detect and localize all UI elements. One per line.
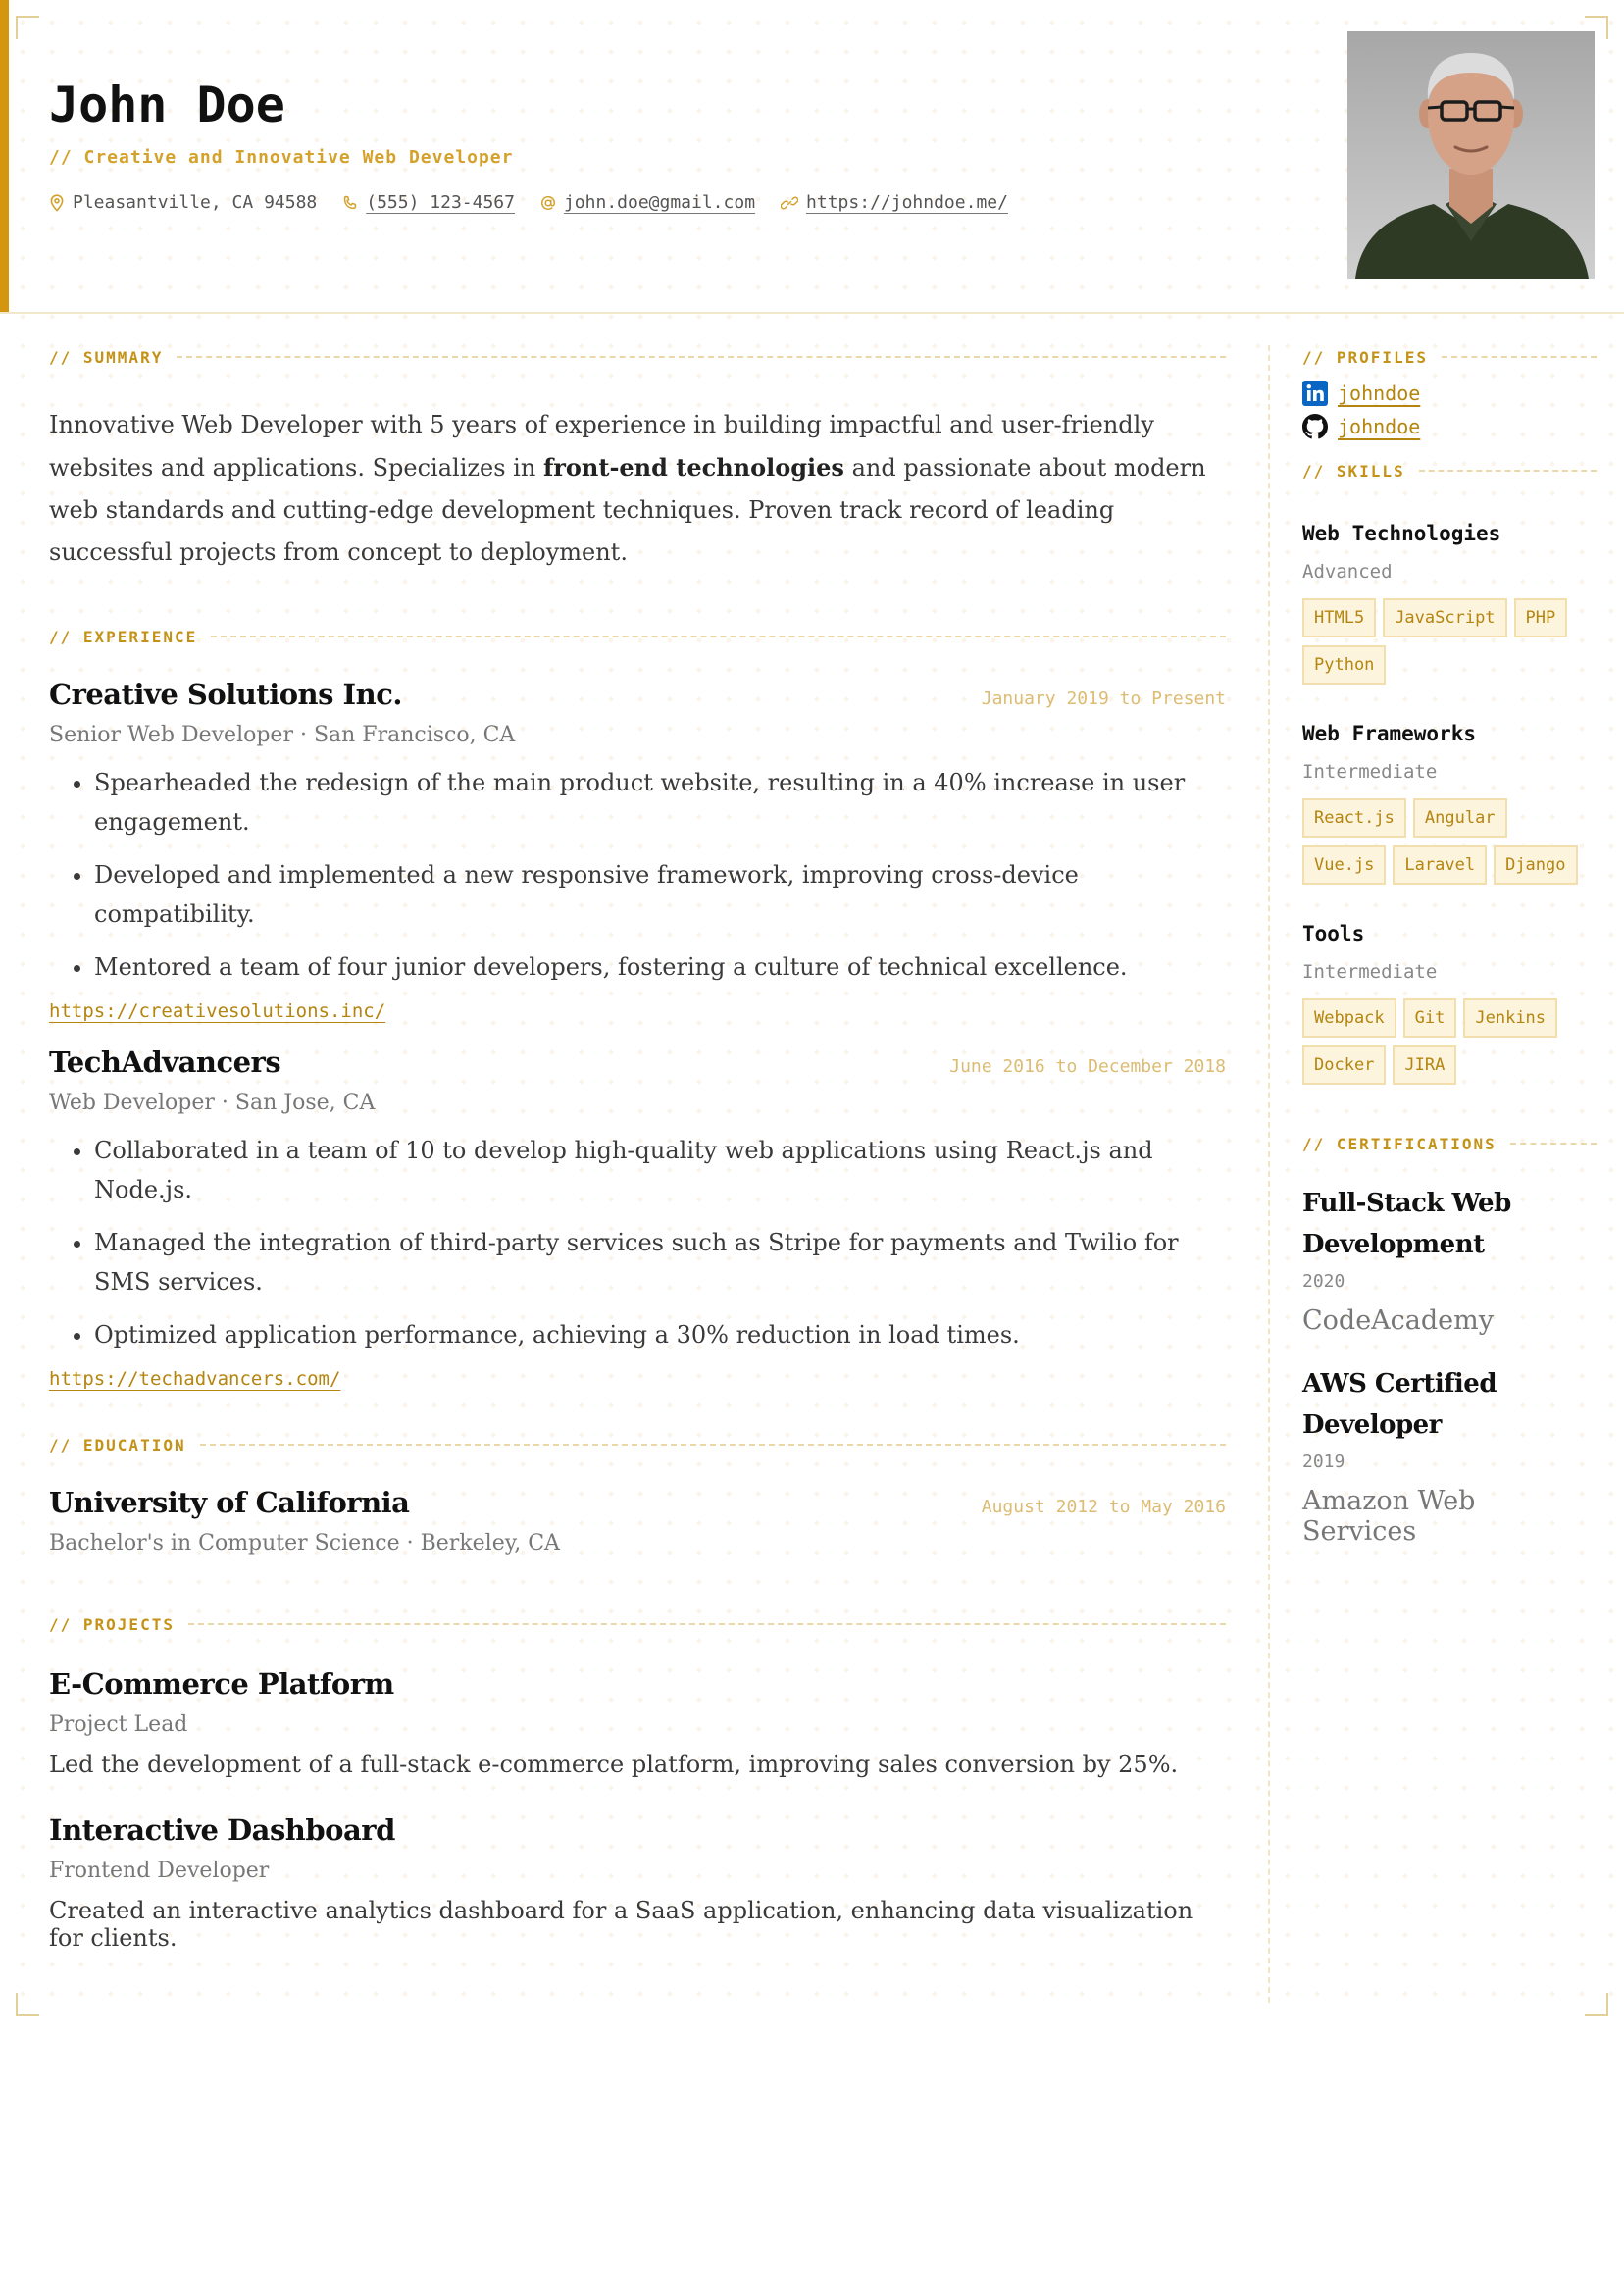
contact-phone[interactable] — [342, 192, 515, 213]
skill-tag: Django — [1494, 845, 1577, 885]
certification-name: Full-Stack Web Development — [1302, 1189, 1511, 1259]
summary-part-2: and passionate about modern web standards and cutting-edge development techniques. Proven track record of leading successful projects from concept to deployment. — [49, 454, 1206, 566]
summary-bold: front-end technologies — [542, 453, 844, 482]
project-entry — [49, 1667, 1226, 1778]
skill-level: Intermediate — [1302, 761, 1438, 783]
skill-name: Web Frameworks — [1302, 722, 1477, 745]
corner-mark-bottom-left — [16, 1993, 39, 2016]
skill-name: Tools — [1302, 922, 1365, 945]
contact-email[interactable] — [540, 192, 755, 213]
skill-tag: Laravel — [1393, 845, 1487, 885]
skill-level: Advanced — [1302, 561, 1393, 583]
certification-issuer: CodeAcademy — [1302, 1305, 1495, 1336]
skill-tag: Vue.js — [1302, 845, 1386, 885]
website-link[interactable]: https://johndoe.me/ — [806, 192, 1008, 213]
skill-tag: Angular — [1413, 798, 1507, 838]
experience-highlights — [49, 763, 1226, 987]
skill-tag: Jenkins — [1463, 998, 1557, 1038]
project-role: Frontend Developer — [49, 1859, 270, 1883]
experience-position: Senior Web Developer · San Francisco, CA — [49, 723, 516, 747]
profiles-heading-label: // PROFILES — [1302, 347, 1428, 367]
project-entry — [49, 1813, 1226, 1952]
experience-heading-label: // EXPERIENCE — [49, 627, 198, 646]
phone-link[interactable]: (555) 123-4567 — [366, 192, 515, 213]
location-text: Pleasantville, CA 94588 — [73, 192, 318, 213]
certification-year: 2019 — [1302, 1452, 1345, 1472]
project-description: Led the development of a full-stack e-commerce platform, improving sales conversion by 25%. — [49, 1751, 1179, 1778]
experience-date: January 2019 to Present — [981, 688, 1226, 709]
profile-linkedin[interactable] — [1302, 381, 1597, 406]
section-rule — [1442, 356, 1597, 358]
experience-entry — [49, 1045, 1226, 1390]
certification-name: AWS Certified Developer — [1302, 1369, 1497, 1440]
project-description: Created an interactive analytics dashboard for a SaaS application, enhancing data visualization for clients. — [49, 1897, 1193, 1952]
skill-tag: JIRA — [1393, 1045, 1456, 1085]
contact-location — [49, 192, 317, 213]
education-heading — [49, 1433, 1226, 1456]
skill-tag: Git — [1403, 998, 1457, 1038]
highlight-item: • Developed and implemented a new responsive framework, improving cross-device compatibility. — [94, 855, 1226, 934]
corner-mark-bottom-right — [1585, 1993, 1608, 2016]
highlight-item: • Managed the integration of third-party services such as Stripe for payments and Twilio for SMS services. — [94, 1223, 1226, 1301]
column-divider — [1268, 345, 1270, 2003]
certification-issuer: Amazon Web Services — [1302, 1486, 1476, 1547]
highlight-item: • Spearheaded the redesign of the main product website, resulting in a 40% increase in user engagement. — [94, 763, 1226, 841]
summary-heading — [49, 345, 1226, 369]
certifications-section — [1302, 1132, 1597, 1547]
main-column — [49, 345, 1226, 1952]
contact-website[interactable] — [781, 192, 1008, 213]
skill-keywords — [1302, 798, 1597, 885]
experience-section — [49, 625, 1226, 1390]
skill-tag: PHP — [1514, 598, 1568, 637]
contact-list — [49, 192, 1034, 213]
profiles-section — [1302, 345, 1597, 439]
education-heading-label: // EDUCATION — [49, 1435, 186, 1454]
project-name: Interactive Dashboard — [49, 1813, 395, 1847]
certification-entry — [1302, 1363, 1597, 1547]
skill-group — [1302, 922, 1597, 1085]
experience-heading — [49, 625, 1226, 648]
certification-entry — [1302, 1183, 1597, 1336]
github-icon — [1302, 414, 1328, 439]
linkedin-icon — [1302, 381, 1328, 406]
skill-tag: Webpack — [1302, 998, 1396, 1038]
experience-position: Web Developer · San Jose, CA — [49, 1091, 376, 1115]
skill-tag: JavaScript — [1383, 598, 1506, 637]
project-role: Project Lead — [49, 1712, 188, 1737]
education-degree: Bachelor's in Computer Science · Berkeley, CA — [49, 1531, 560, 1555]
experience-highlights — [49, 1131, 1226, 1354]
highlight-item: • Optimized application performance, achieving a 30% reduction in load times. — [94, 1315, 1226, 1354]
phone-icon — [342, 195, 358, 211]
project-name: E-Commerce Platform — [49, 1667, 394, 1701]
certifications-heading — [1302, 1132, 1597, 1155]
experience-date: June 2016 to December 2018 — [949, 1056, 1226, 1077]
summary-part-1: Innovative Web Developer with 5 years of experience in building impactful and user-friendly websites and applications. Specializes in — [49, 411, 1154, 482]
profiles-heading — [1302, 345, 1597, 369]
section-rule — [188, 1623, 1226, 1625]
company-url[interactable]: https://techadvancers.com/ — [49, 1368, 341, 1390]
skills-section — [1302, 459, 1597, 1085]
profile-github[interactable] — [1302, 414, 1597, 439]
summary-heading-label: // SUMMARY — [49, 347, 164, 367]
skill-tag: React.js — [1302, 798, 1406, 838]
certifications-heading-label: // CERTIFICATIONS — [1302, 1134, 1497, 1153]
skill-group — [1302, 722, 1597, 885]
candidate-name: John Doe — [49, 76, 285, 133]
skill-tag: Docker — [1302, 1045, 1386, 1085]
highlight-item: • Collaborated in a team of 10 to develop high-quality web applications using React.js and Node.js. — [94, 1131, 1226, 1209]
email-link[interactable]: john.doe@gmail.com — [563, 192, 756, 213]
summary-text — [49, 404, 1226, 574]
section-rule — [200, 1444, 1226, 1446]
institution-name: University of California — [49, 1486, 410, 1519]
company-name: TechAdvancers — [49, 1045, 281, 1079]
education-date: August 2012 to May 2016 — [981, 1497, 1226, 1517]
projects-heading — [49, 1612, 1226, 1636]
at-sign-icon — [540, 195, 556, 211]
skill-level: Intermediate — [1302, 961, 1438, 983]
section-rule — [211, 636, 1226, 637]
accent-bar — [0, 0, 9, 312]
education-section — [49, 1433, 1226, 1555]
summary-section — [49, 345, 1226, 574]
skill-group — [1302, 522, 1597, 685]
company-url[interactable]: https://creativesolutions.inc/ — [49, 1000, 386, 1022]
resume-header — [0, 0, 1624, 314]
portrait-image — [1347, 31, 1595, 279]
candidate-headline: // Creative and Innovative Web Developer — [49, 147, 514, 168]
section-rule — [177, 356, 1226, 358]
section-rule — [1419, 470, 1597, 472]
projects-heading-label: // PROJECTS — [49, 1614, 175, 1634]
skills-heading — [1302, 459, 1597, 483]
company-name: Creative Solutions Inc. — [49, 678, 402, 711]
link-icon — [781, 195, 798, 211]
linkedin-username[interactable]: johndoe — [1338, 382, 1421, 405]
experience-entry — [49, 678, 1226, 1022]
projects-section — [49, 1612, 1226, 1952]
map-pin-icon — [49, 194, 65, 212]
education-entry — [49, 1486, 1226, 1555]
highlight-item: • Mentored a team of four junior developers, fostering a culture of technical excellence. — [94, 947, 1226, 987]
section-rule — [1510, 1143, 1597, 1145]
skill-keywords — [1302, 998, 1597, 1085]
skill-name: Web Technologies — [1302, 522, 1501, 545]
sidebar-column — [1302, 345, 1597, 1547]
skill-keywords — [1302, 598, 1597, 685]
skill-tag: HTML5 — [1302, 598, 1376, 637]
github-username[interactable]: johndoe — [1338, 415, 1421, 438]
certification-year: 2020 — [1302, 1271, 1345, 1292]
skills-heading-label: // SKILLS — [1302, 461, 1405, 481]
profile-photo — [1347, 31, 1595, 279]
skill-tag: Python — [1302, 645, 1386, 685]
